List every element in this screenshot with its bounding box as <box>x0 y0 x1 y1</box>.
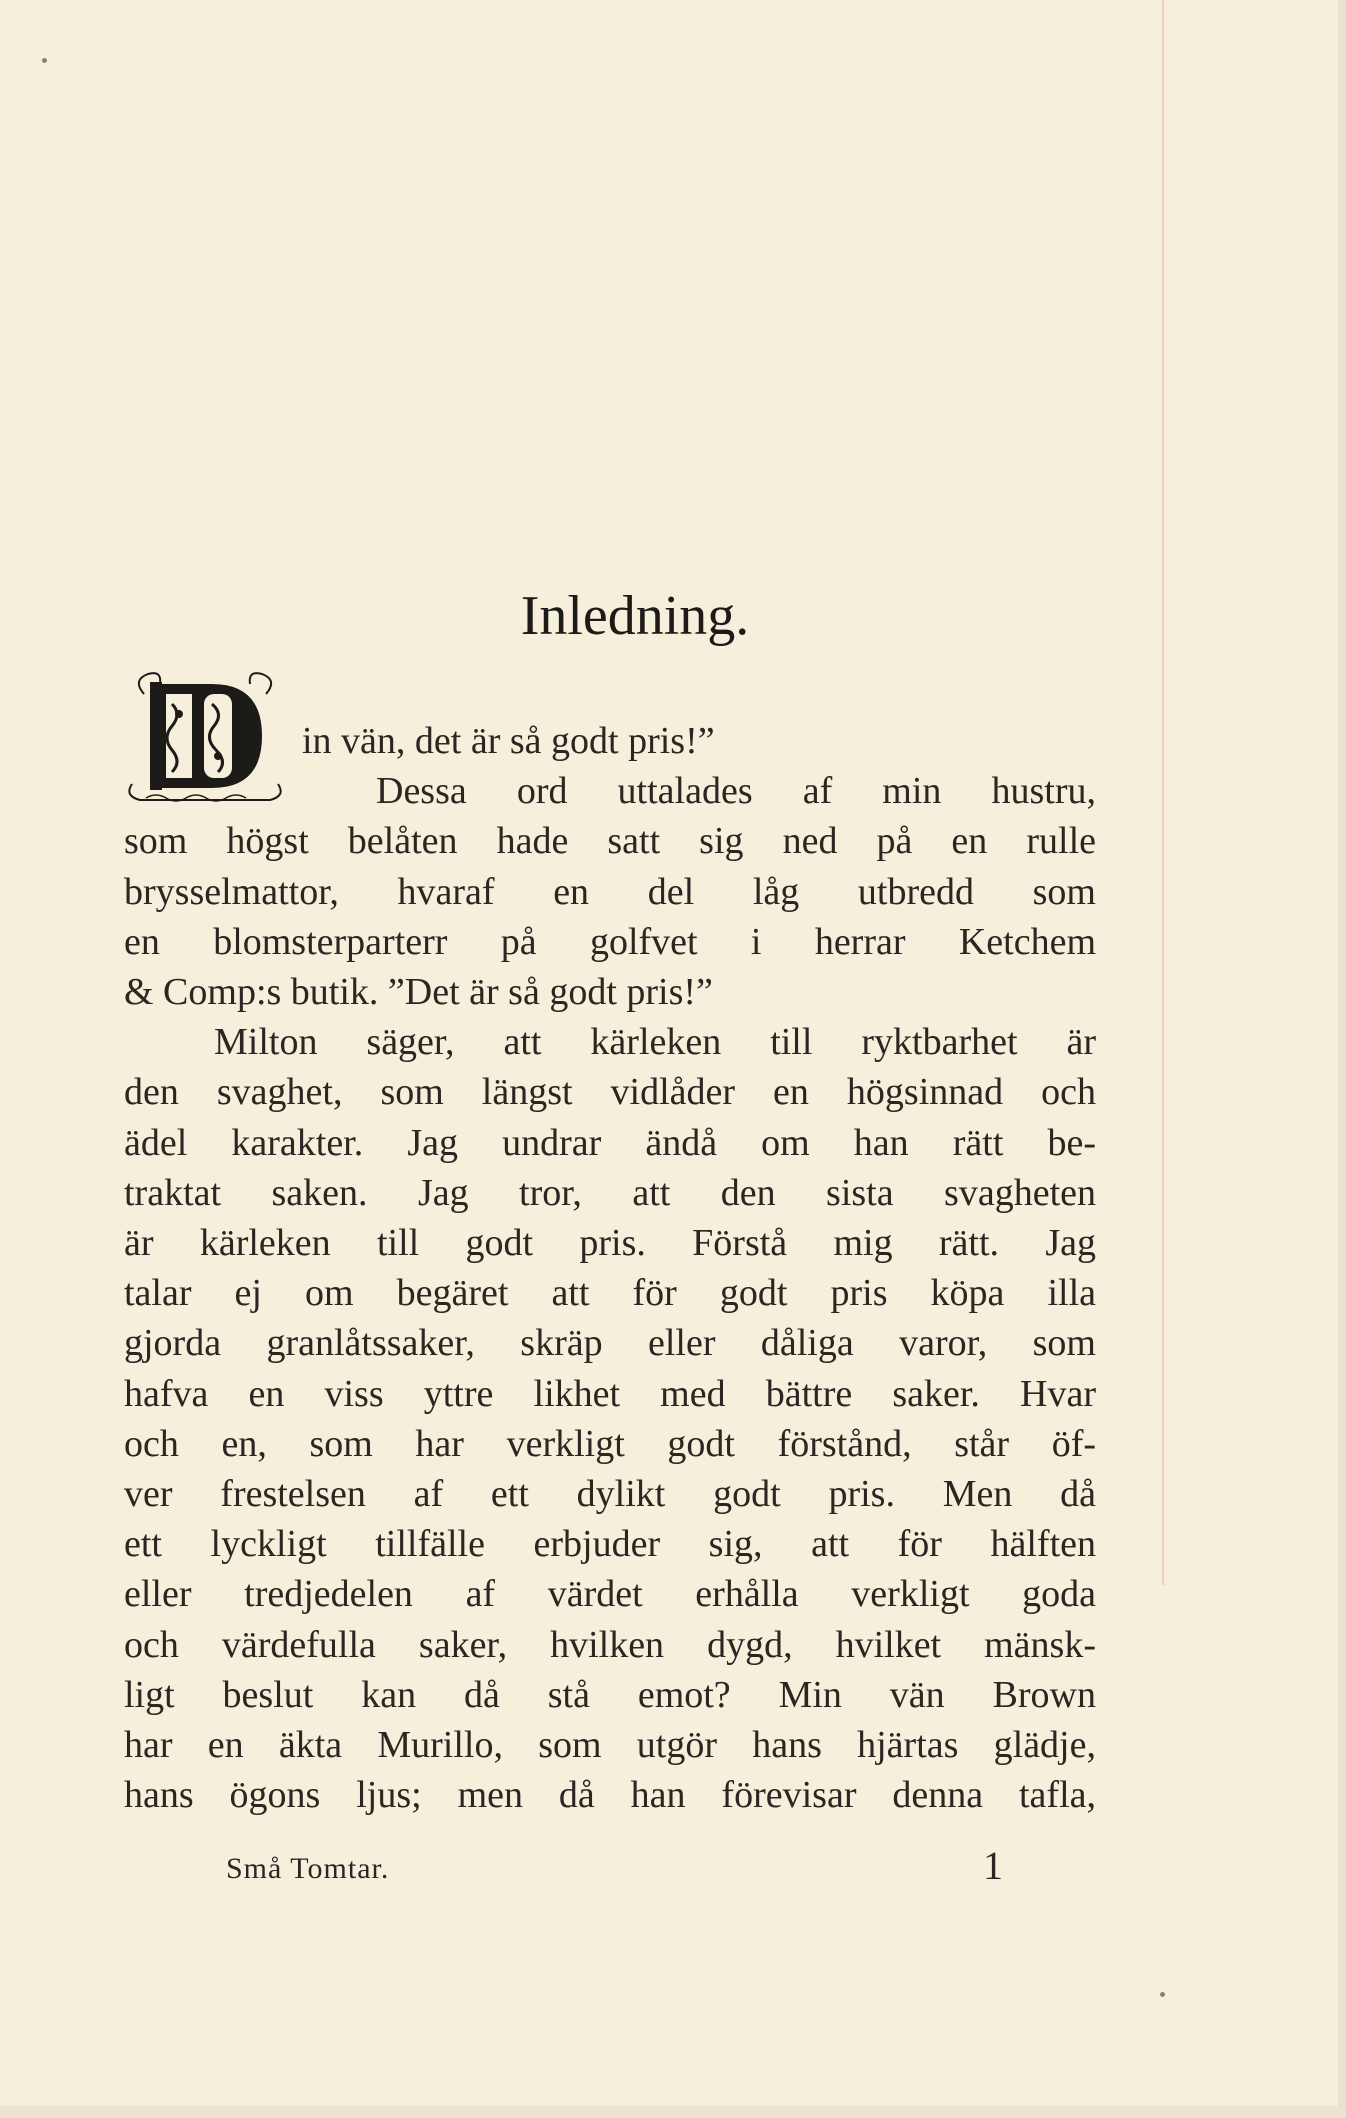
text-line: och värdefulla saker, hvilken dygd, hvilket mänsk- <box>124 1623 1096 1666</box>
text-line: & Comp:s butik. ”Det är så godt pris!” <box>124 971 713 1014</box>
book-signature: Små Tomtar. <box>226 1852 390 1885</box>
text-line: har en äkta Murillo, som utgör hans hjärtas glädje, <box>124 1724 1096 1767</box>
text-line: traktat saken. Jag tror, att den sista svagheten <box>124 1171 1096 1214</box>
text-line: Dessa ord uttalades af min hustru, <box>376 770 1096 813</box>
body-text <box>124 716 1096 1820</box>
text-line: talar ej om begäret att för godt pris köpa illa <box>124 1272 1096 1315</box>
text-line: ädel karakter. Jag undrar ändå om han rätt be- <box>124 1121 1096 1164</box>
text-line: den svaghet, som längst vidlåder en högsinnad och <box>124 1071 1096 1114</box>
text-line: in vän, det är så godt pris!” <box>302 720 715 762</box>
text-line: ligt beslut kan då stå emot? Min vän Brown <box>124 1673 1096 1716</box>
text-line: hafva en viss yttre likhet med bättre saker. Hvar <box>124 1372 1096 1415</box>
text-line: brysselmattor, hvaraf en del låg utbredd som <box>124 870 1096 913</box>
text-line: hans ögons ljus; men då han förevisar denna tafla, <box>124 1774 1096 1817</box>
text-line: som högst belåten hade satt sig ned på en rulle <box>124 820 1096 863</box>
text-line: gjorda granlåtssaker, skräp eller dåliga varor, som <box>124 1322 1096 1365</box>
text-line: ett lyckligt tillfälle erbjuder sig, att för hälften <box>124 1523 1096 1566</box>
paper-fleck <box>1160 1992 1165 1997</box>
text-line: Milton säger, att kärleken till ryktbarhet är <box>214 1021 1096 1064</box>
paper-fleck <box>42 58 47 63</box>
page-edge-line <box>1162 0 1164 1585</box>
text-line: och en, som har verkligt godt förstånd, står öf- <box>124 1422 1096 1465</box>
text-line: är kärleken till godt pris. Förstå mig rätt. Jag <box>124 1222 1096 1265</box>
text-line: eller tredjedelen af värdet erhålla verkligt goda <box>124 1573 1096 1616</box>
text-line: ver frestelsen af ett dylikt godt pris. Men då <box>124 1473 1096 1516</box>
page-number: 1 <box>983 1843 1003 1888</box>
text-line: en blomsterparterr på golfvet i herrar Ketchem <box>124 920 1096 963</box>
chapter-title: Inledning. <box>520 585 750 647</box>
